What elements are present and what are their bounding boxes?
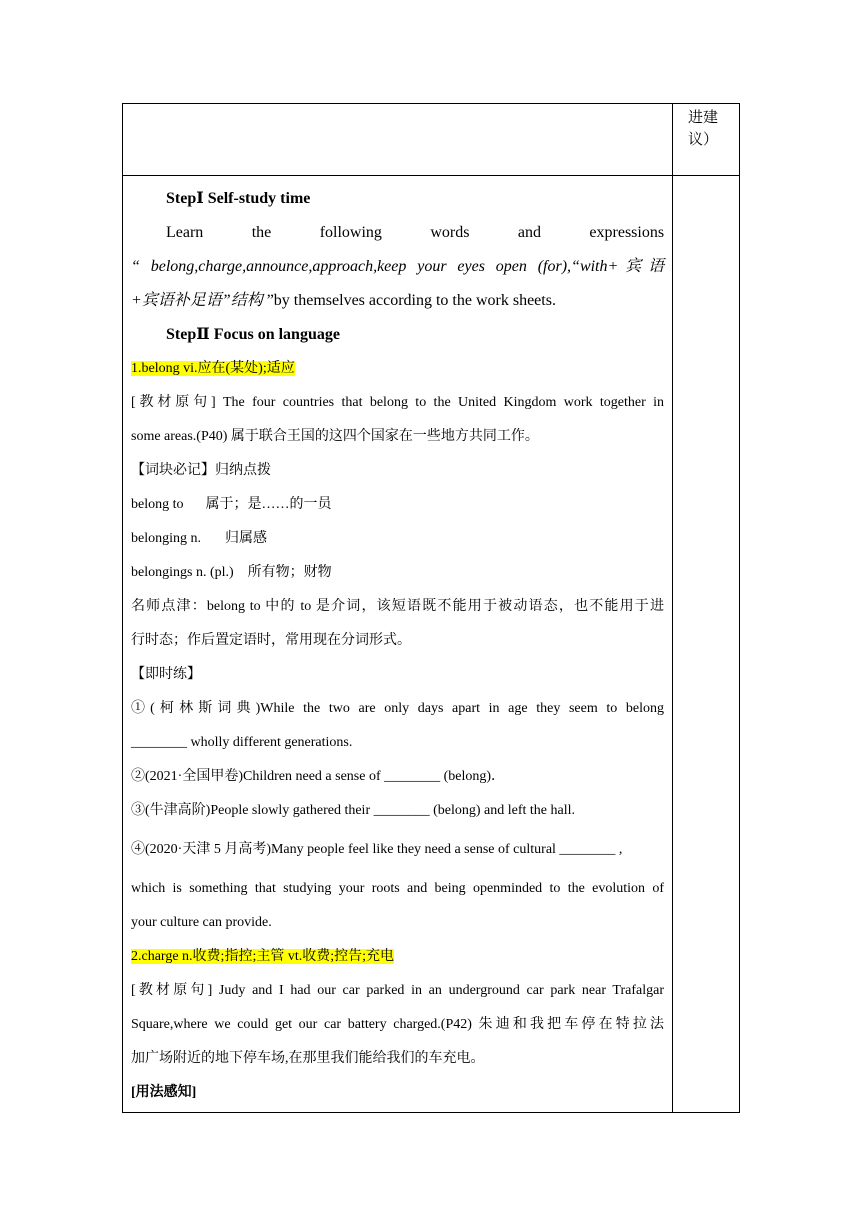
exercise-4b: which is something that studying your roots and being openminded to the evolution of	[131, 881, 664, 896]
item2-original-1: [教材原句] Judy and I had our car parked in an underground car park near Trafalgar	[131, 983, 664, 998]
learn-line-2: “ belong,charge,announce,approach,keep your eyes open (for),“with+宾语	[131, 258, 664, 275]
learn-line-1: Learn the following words and expressions	[166, 224, 665, 241]
learn-line-3: +宾语补足语”结构 ”by themselves according to the work sheets.	[131, 292, 556, 309]
header-row	[123, 104, 740, 176]
exercise-3: ③(牛津高阶)People slowly gathered their ________ (belong) and left the hall.	[131, 803, 576, 818]
exercise-4a: ④(2020·天津 5 月高考)Many people feel like they need a sense of cultural ________ ,	[131, 842, 623, 857]
header-main-cell	[123, 104, 673, 176]
phrase-row: belongings n. (pl.) 所有物；财物	[131, 565, 332, 580]
side-header-text: 进建 议）	[688, 108, 719, 148]
item1-original-1: [教材原句] The four countries that belong to the United Kingdom work together in	[131, 395, 664, 410]
header-side-cell	[673, 104, 740, 176]
tip-line-2: 行时态；作后置定语时，常用现在分词形式。	[131, 633, 411, 648]
practice-title: 【即时练】	[131, 667, 201, 682]
exercise-1b: ________ wholly different generations.	[131, 735, 353, 750]
step1-title: StepⅠ Self-study time	[166, 190, 311, 207]
exercise-1a: ①(柯林斯词典)While the two are only days apart in age they seem to belong	[131, 701, 664, 716]
item1-block-title: 【词块必记】归纳点拨	[131, 463, 271, 478]
exercise-4c: your culture can provide.	[131, 915, 272, 930]
phrase-row: belonging n. 归属感	[131, 531, 267, 546]
content-cell	[123, 176, 673, 1113]
exercise-2: ②(2021·全国甲卷)Children need a sense of ________ (belong)．	[131, 769, 506, 784]
worksheet-table	[122, 103, 740, 1113]
phrase-row: belong to 属于；是……的一员	[131, 497, 332, 512]
item2-heading: 2.charge n.收费;指控;主管 vt.收费;控告;充电	[131, 949, 394, 964]
item2-original-2: Square,where we could get our car battery charged.(P42) 朱迪和我把车停在特拉法	[131, 1017, 664, 1032]
content-side-cell	[673, 176, 740, 1113]
item1-heading: 1.belong vi.应在(某处);适应	[131, 361, 295, 376]
item2-original-3: 加广场附近的地下停车场,在那里我们能给我们的车充电。	[131, 1051, 485, 1066]
lesson-content	[123, 176, 672, 1112]
usage-title: [用法感知]	[131, 1085, 197, 1100]
content-row	[123, 176, 740, 1113]
step2-title: StepⅡ Focus on language	[166, 326, 340, 343]
item1-original-2: some areas.(P40) 属于联合王国的这四个国家在一些地方共同工作。	[131, 429, 539, 444]
tip-line-1: 名师点津：belong to 中的 to 是介词，该短语既不能用于被动语态，也不能用于进	[131, 599, 664, 614]
